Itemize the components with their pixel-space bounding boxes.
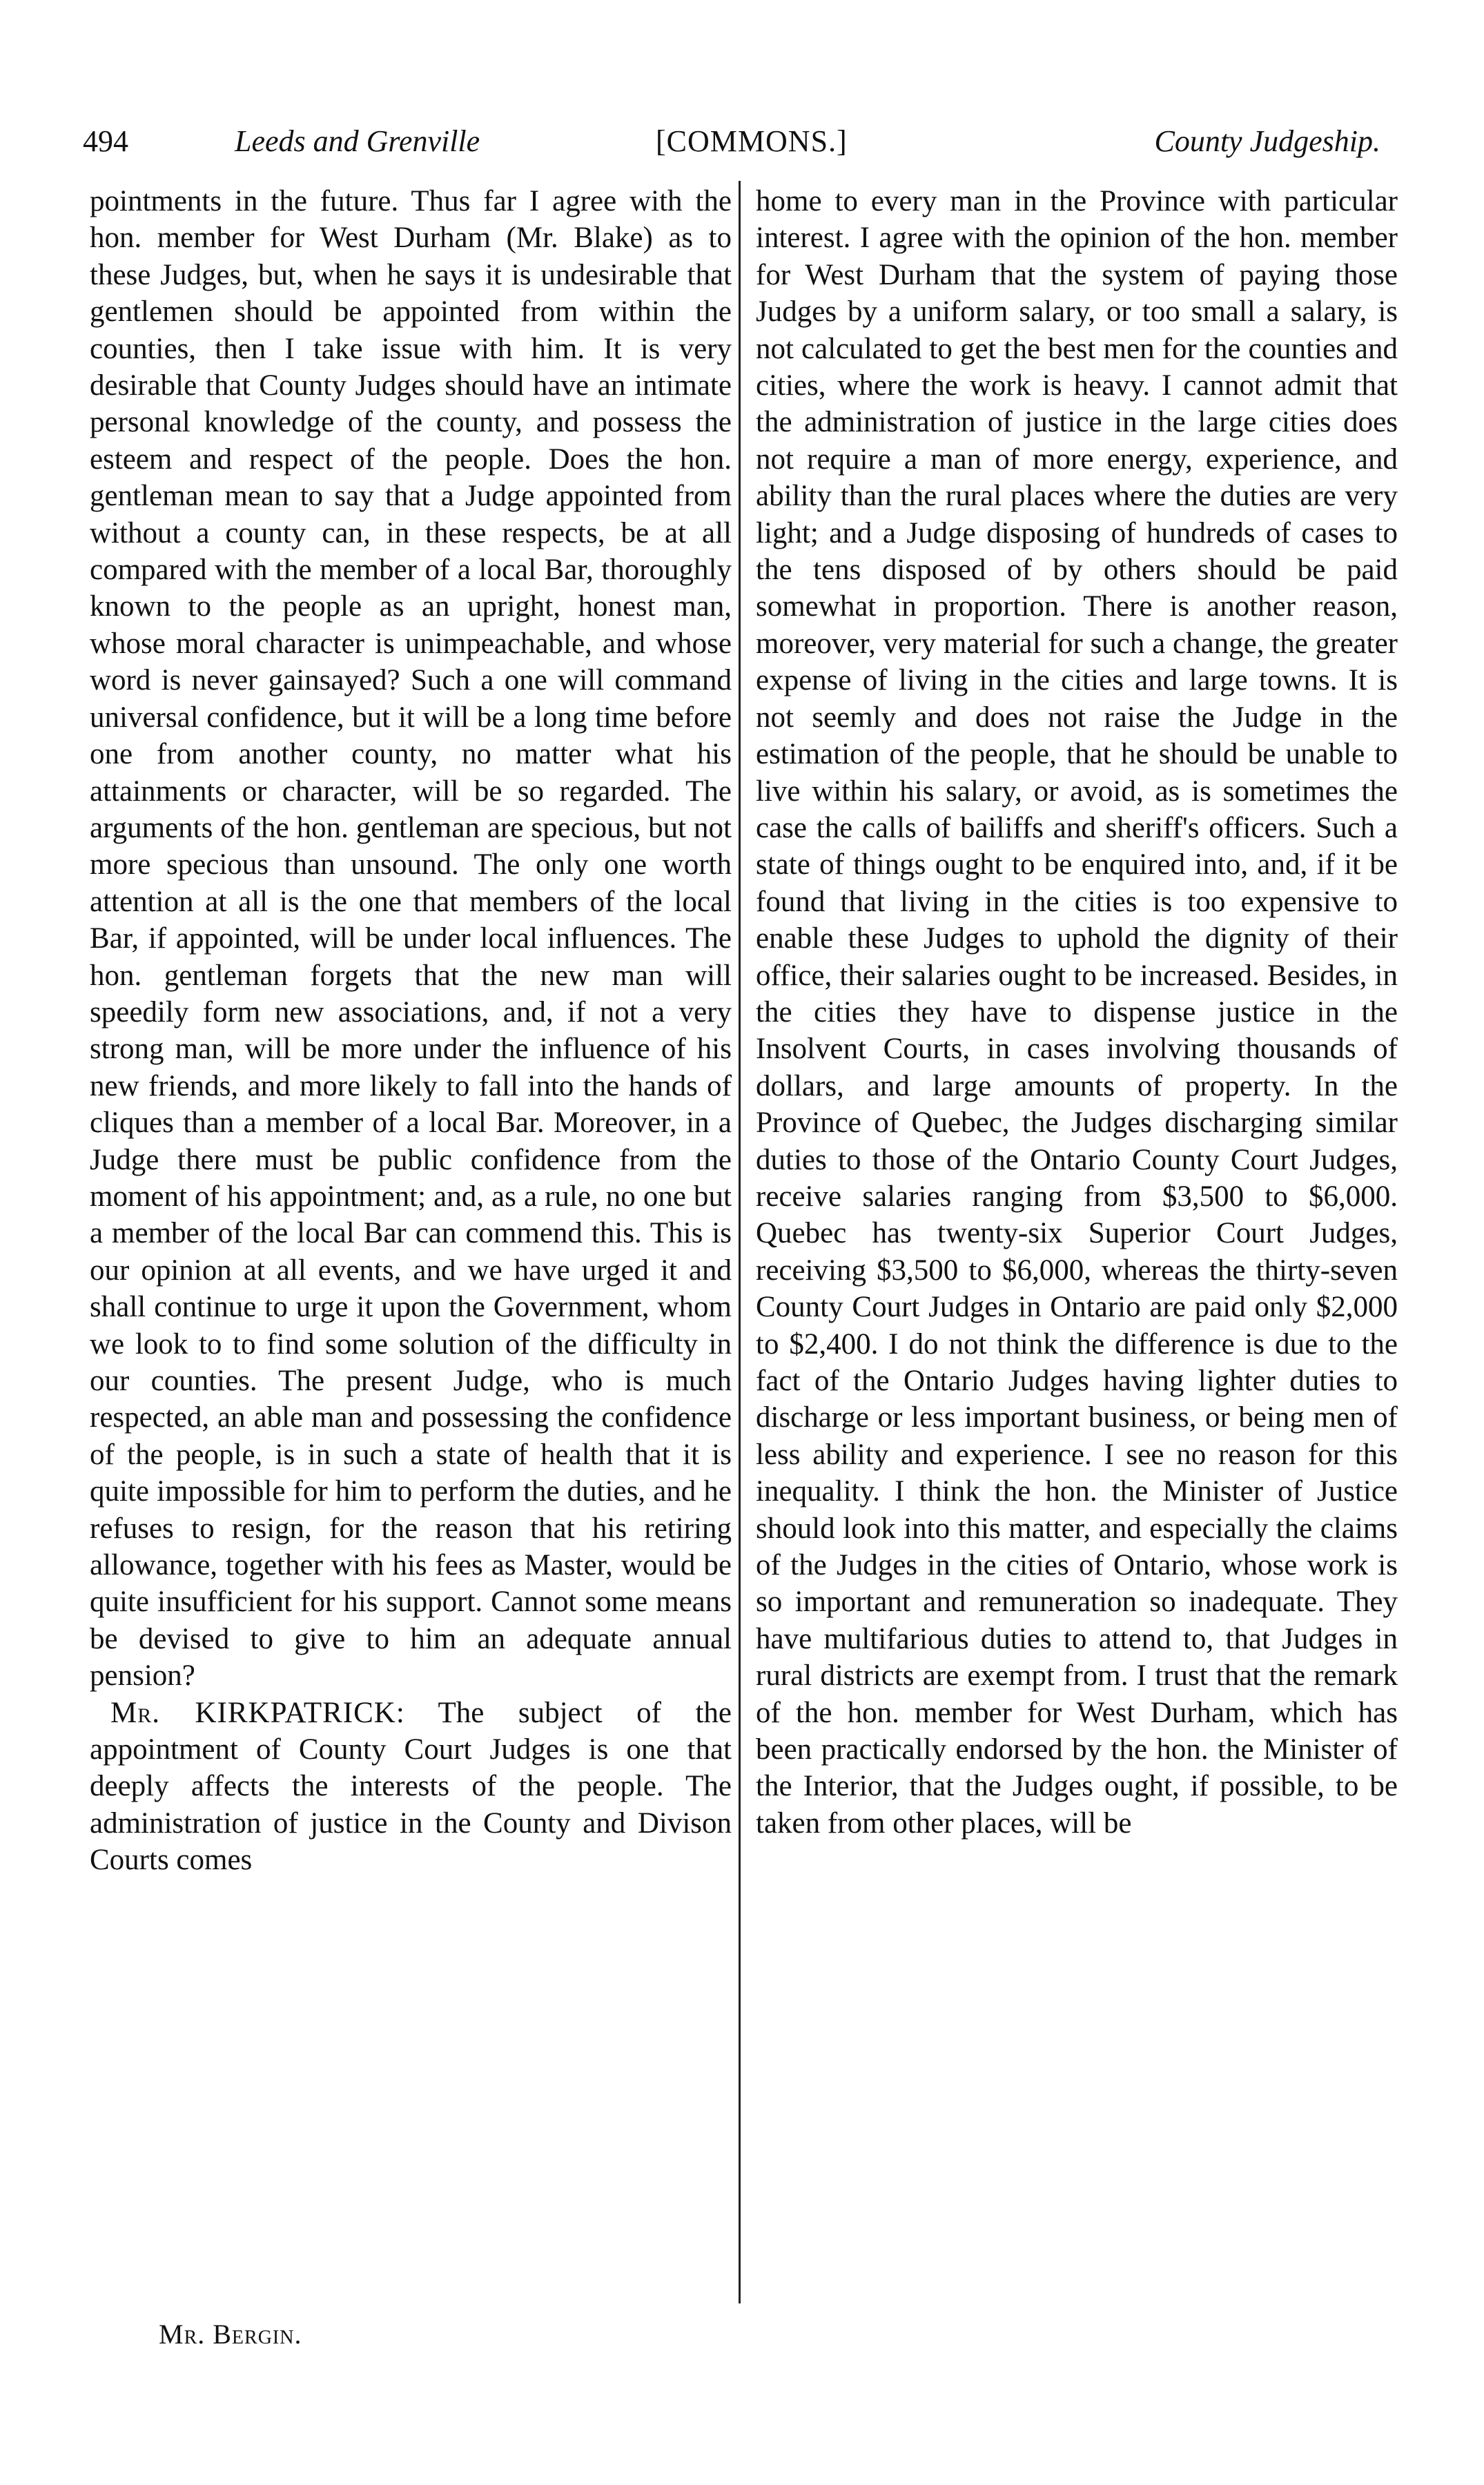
header-center-title: [COMMONS.] bbox=[656, 124, 848, 158]
header-right-title: County Judgeship. bbox=[1154, 124, 1380, 158]
page-number: 494 bbox=[83, 124, 128, 158]
footer-catchword: Mr. Bergin. bbox=[159, 2319, 302, 2350]
column-divider bbox=[739, 181, 741, 2303]
kirkpatrick-speech bbox=[90, 1695, 732, 1879]
header-left-title: Leeds and Grenville bbox=[235, 124, 480, 158]
speaker-name: Mr. KIRKPATRICK bbox=[110, 1696, 396, 1729]
right-paragraph: home to every man in the Province with particular interest. I agree with the opinion of the hon. member for West Durham that the system of paying those Judges by a uniform salary, or too small a salary, is not calculated to get the best men for the counties and cities, where the work is heavy. I cannot admit that the administration of justice in the large cities does not require a man of more energy, experience, and ability than the rural places where the duties are very light; and a Judge disposing of hundreds of cases to the tens disposed of by others should be paid somewhat in proportion. There is another reason, moreover, very material for such a change, the greater expense of living in the cities and large towns. It is not seemly and does not raise the Judge in the estimation of the people, that he should be unable to live within his salary, or avoid, as is sometimes the case the calls of bailiffs and sheriff's officers. Such a state of things ought to be enquired into, and, if it be found that living in the cities is too expensive to enable these Judges to uphold the dignity of their office, their salaries ought to be increased. Besides, in the cities they have to dispense justice in the Insolvent Courts, in cases involving thousands of dollars, and large amounts of property. In the Province of Quebec, the Judges discharging similar duties to those of the Ontario County Court Judges, receive salaries ranging from $3,500 to $6,000. Quebec has twenty-six Superior Court Judges, receiving $3,500 to $6,000, whereas the thirty-seven County Court Judges in Ontario are paid only $2,000 to $2,400. I do not think the difference is due to the fact of the Ontario Judges having lighter duties to discharge or less important business, or being men of less ability and experience. I see no reason for this inequality. I think the hon. the Minister of Justice should look into this matter, and especially the claims of the Judges in the cities of Ontario, whose work is so important and remuneration so inadequate. They have multifarious duties to attend to, that Judges in rural districts are exempt from. I trust that the remark of the hon. member for West Durham, which has been practically endorsed by the hon. the Minister of the Interior, that the Judges ought, if possible, to be taken from other places, will be bbox=[756, 185, 1398, 1840]
right-column bbox=[756, 183, 1398, 2309]
speech-text: : The subject of the appointment of County Court Judges is one that deeply affects the interests of the people. The administration of justice in the County and Divison Courts comes bbox=[90, 1696, 732, 1877]
left-column bbox=[90, 183, 732, 2309]
left-paragraph: pointments in the future. Thus far I agree with the hon. member for West Durham (Mr. Blake) as to these Judges, but, when he says it is undesirable that gentlemen should be appointed from within the counties, then I take issue with him. It is very desirable that County Judges should have an intimate personal knowledge of the county, and possess the esteem and respect of the people. Does the hon. gentleman mean to say that a Judge appointed from without a county can, in these respects, be at all compared with the member of a local Bar, thoroughly known to the people as an upright, honest man, whose moral character is unimpeachable, and whose word is never gainsayed? Such a one will command universal confidence, but it will be a long time before one from another county, no matter what his attainments or character, will be so regarded. The arguments of the hon. gentleman are specious, but not more specious than unsound. The only one worth attention at all is the one that members of the local Bar, if appointed, will be under local influences. The hon. gentleman forgets that the new man will speedily form new associations, and, if not a very strong man, will be more under the influence of his new friends, and more likely to fall into the hands of cliques than a member of a local Bar. Moreover, in a Judge there must be public confidence from the moment of his appointment; and, as a rule, no one but a member of the local Bar can commend this. This is our opinion at all events, and we have urged it and shall continue to urge it upon the Government, whom we look to to find some solution of the difficulty in our counties. The present Judge, who is much respected, an able man and possessing the confidence of the people, is in such a state of health that it is quite impossible for him to perform the duties, and he refuses to resign, for the reason that his retiring allowance, together with his fees as Master, would be quite insufficient for his support. Cannot some means be devised to give to him an adequate annual pension? bbox=[90, 185, 732, 1693]
running-header bbox=[83, 114, 1380, 169]
